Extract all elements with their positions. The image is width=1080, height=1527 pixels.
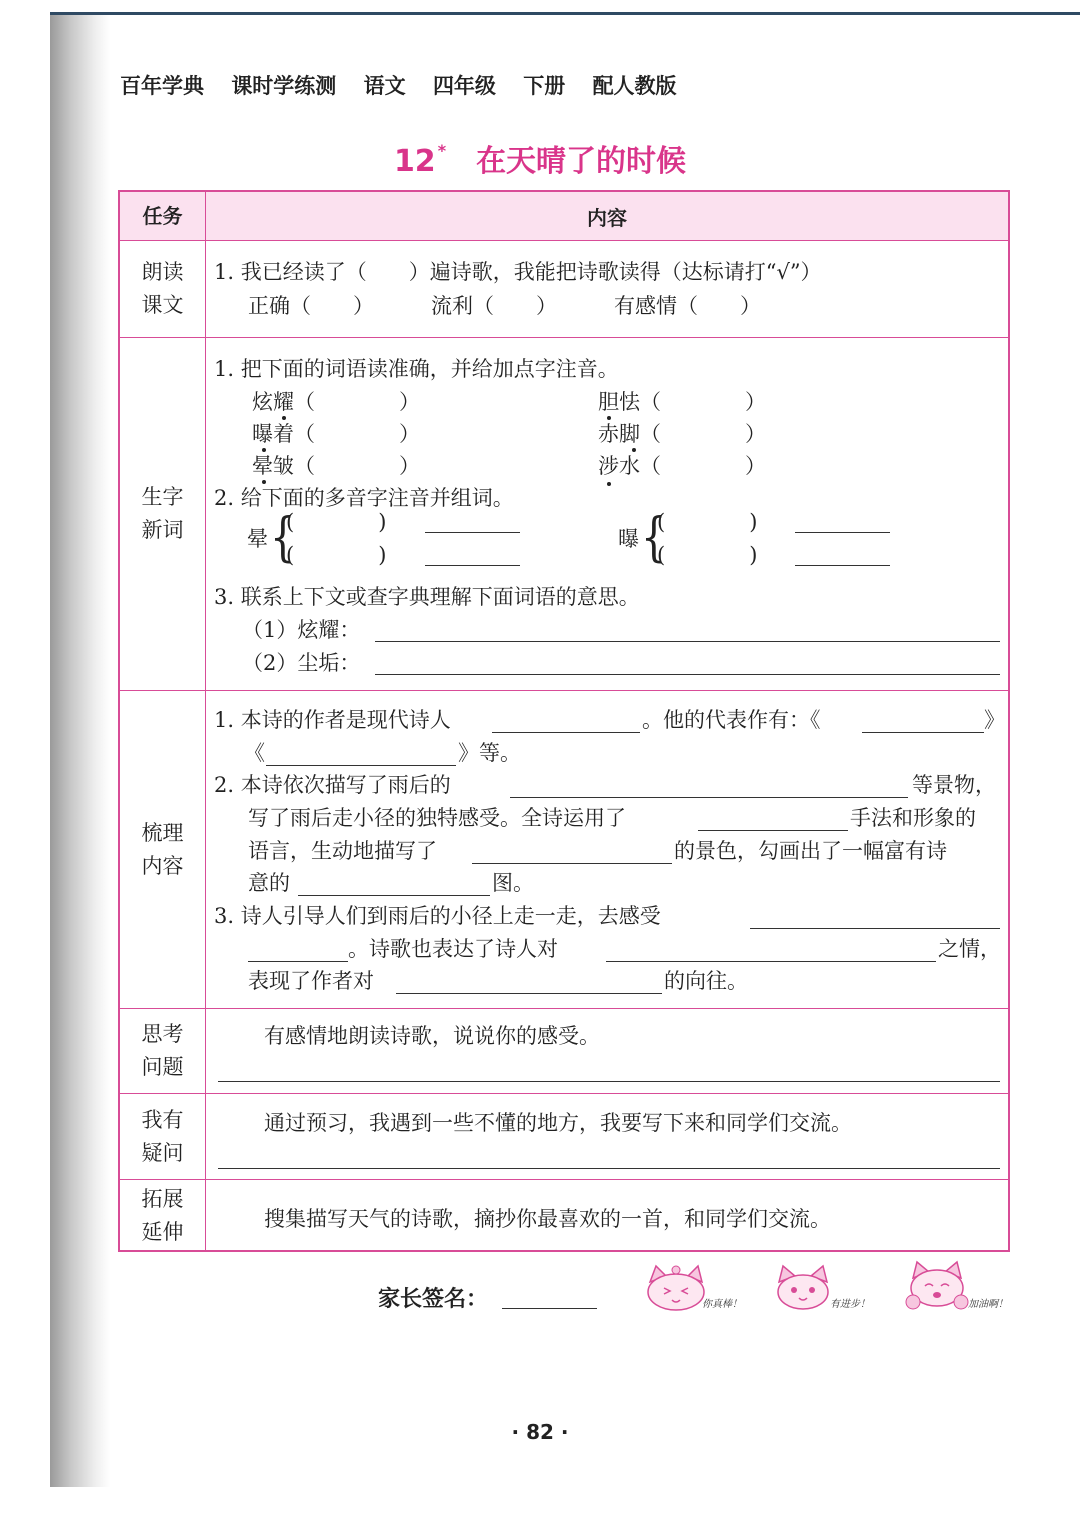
brace-icon: { xyxy=(270,508,296,568)
summary-text: 3. 诗人引导人们到雨后的小径上走一走，去感受 xyxy=(214,904,661,928)
answer-blank[interactable] xyxy=(396,993,662,994)
answer-blank[interactable] xyxy=(510,797,908,798)
sticker-caption: 有进步！ xyxy=(830,1299,870,1310)
header-subject: 语文 xyxy=(363,74,406,98)
meaning-item-2: （2）尘垢： xyxy=(242,651,361,675)
task-summary: 梳理 内容 xyxy=(120,691,206,1008)
emphasis-dot xyxy=(607,416,611,420)
lesson-title xyxy=(0,136,1080,180)
worksheet-table xyxy=(118,190,1010,1252)
thinking-prompt: 有感情地朗读诗歌，说说你的感受。 xyxy=(264,1024,600,1048)
answer-blank[interactable] xyxy=(218,1081,1000,1082)
word-item[interactable]: 曝着（ ） xyxy=(252,422,420,446)
brace-icon: { xyxy=(641,508,667,568)
lesson-number: 12 xyxy=(393,144,436,179)
table-row-summary xyxy=(120,691,1008,1009)
word-item[interactable]: 赤脚（ ） xyxy=(598,422,766,446)
vocab-question-2: 2. 给下面的多音字注音并组词。 xyxy=(214,486,514,510)
vocab-question-1: 1. 把下面的词语读准确，并给加点字注音。 xyxy=(214,357,619,381)
extension-prompt: 搜集描写天气的诗歌，摘抄你最喜欢的一首，和同学们交流。 xyxy=(264,1207,831,1231)
word-item[interactable]: 晕皱（ ） xyxy=(252,454,420,478)
summary-text: 写了雨后走小径的独特感受。全诗运用了 xyxy=(248,806,626,830)
answer-blank[interactable] xyxy=(606,961,936,962)
summary-text: 的景色，勾画出了一幅富有诗 xyxy=(674,839,947,863)
page-number: · 82 · xyxy=(511,1420,569,1444)
answer-blank[interactable] xyxy=(750,928,1000,929)
header-volume: 下册 xyxy=(523,74,566,98)
answer-blank[interactable] xyxy=(698,830,848,831)
reading-fluent[interactable]: 流利（ ） xyxy=(431,294,557,318)
task-vocabulary: 生字 新词 xyxy=(120,338,206,690)
task-questions: 我有 疑问 xyxy=(120,1094,206,1179)
parent-signature-label: 家长签名： xyxy=(378,1287,489,1312)
word-item[interactable]: 胆怯（ ） xyxy=(598,390,766,414)
meaning-item-1: （1）炫耀： xyxy=(242,618,361,642)
answer-blank[interactable] xyxy=(266,765,456,766)
answer-blank[interactable] xyxy=(425,532,520,533)
summary-text: 》 xyxy=(984,708,1005,732)
signature-blank[interactable] xyxy=(502,1308,597,1309)
answer-blank[interactable] xyxy=(375,674,1000,675)
lesson-name: 在天晴了的时候 xyxy=(476,144,687,179)
task-thinking: 思考 问题 xyxy=(120,1009,206,1093)
header-grade: 四年级 xyxy=(432,74,496,98)
polyphone-paren[interactable]: ( ) xyxy=(657,543,758,567)
header-edition: 配人教版 xyxy=(592,74,677,98)
page-binding-shadow xyxy=(50,15,110,1487)
table-row-extension xyxy=(120,1180,1008,1252)
summary-text: 手法和形象的 xyxy=(850,806,976,830)
emphasis-dot xyxy=(607,482,611,486)
sticker-caption: 加油啊！ xyxy=(968,1299,1008,1310)
answer-blank[interactable] xyxy=(862,732,984,733)
sticker-caption: 你真棒！ xyxy=(702,1299,742,1310)
table-row-vocabulary xyxy=(120,338,1008,691)
answer-blank[interactable] xyxy=(795,565,890,566)
summary-text: 《 xyxy=(244,741,265,765)
task-reading: 朗读 课文 xyxy=(120,241,206,337)
polyphone-paren[interactable]: ( ) xyxy=(286,510,387,534)
polyphone-char: 晕 xyxy=(247,527,268,551)
answer-blank[interactable] xyxy=(795,532,890,533)
summary-text: 的向往。 xyxy=(664,969,748,993)
polyphone-paren[interactable]: ( ) xyxy=(286,543,387,567)
summary-text: 。诗歌也表达了诗人对 xyxy=(348,937,558,961)
cat-sticker-icon xyxy=(773,1264,833,1314)
vocab-question-3: 3. 联系上下文或查字典理解下面词语的意思。 xyxy=(214,585,640,609)
summary-text: 语言，生动地描写了 xyxy=(248,839,437,863)
page-top-border xyxy=(50,12,1080,15)
task-extension: 拓展 延伸 xyxy=(120,1180,206,1252)
emphasis-dot xyxy=(282,416,286,420)
answer-blank[interactable] xyxy=(248,961,348,962)
emphasis-dot xyxy=(632,448,636,452)
reading-correct[interactable]: 正确（ ） xyxy=(248,294,374,318)
answer-blank[interactable] xyxy=(298,895,490,896)
summary-text: 2. 本诗依次描写了雨后的 xyxy=(214,773,451,797)
summary-text: 表现了作者对 xyxy=(248,969,374,993)
table-header-row xyxy=(120,192,1008,241)
answer-blank[interactable] xyxy=(218,1168,1000,1169)
lesson-mark: * xyxy=(437,141,447,160)
header-brand: 百年学典 xyxy=(120,74,204,98)
summary-text: 图。 xyxy=(492,871,534,895)
answer-blank[interactable] xyxy=(492,732,640,733)
polyphone-char: 曝 xyxy=(618,527,639,551)
reading-line-1: 1. 我已经读了（ ）遍诗歌，我能把诗歌读得（达标请打“√”） xyxy=(214,260,822,284)
table-row-thinking xyxy=(120,1009,1008,1094)
summary-text: 之情， xyxy=(938,937,1001,961)
header-task: 任务 xyxy=(120,192,206,240)
summary-text: 意的 xyxy=(248,871,290,895)
summary-text: 》等。 xyxy=(458,741,521,765)
page-gutter xyxy=(0,0,50,1487)
answer-blank[interactable] xyxy=(472,863,672,864)
answer-blank[interactable] xyxy=(425,565,520,566)
polyphone-paren[interactable]: ( ) xyxy=(657,510,758,534)
summary-text: 1. 本诗的作者是现代诗人 xyxy=(214,708,451,732)
table-row-questions xyxy=(120,1094,1008,1180)
table-row-reading xyxy=(120,241,1008,338)
summary-text: 。他的代表作有：《 xyxy=(642,708,821,732)
summary-text: 等景物， xyxy=(912,773,996,797)
header-content: 内容 xyxy=(587,205,627,230)
questions-prompt: 通过预习，我遇到一些不懂的地方，我要写下来和同学们交流。 xyxy=(264,1111,852,1135)
emphasis-dot xyxy=(262,448,266,452)
answer-blank[interactable] xyxy=(375,641,1000,642)
book-header xyxy=(120,70,697,100)
word-item[interactable]: 涉水（ ） xyxy=(598,454,766,478)
reading-emotion[interactable]: 有感情（ ） xyxy=(614,294,761,318)
cat-sticker-icon xyxy=(905,1258,969,1312)
word-item[interactable]: 炫耀（ ） xyxy=(252,390,420,414)
header-series: 课时学练测 xyxy=(231,74,337,98)
